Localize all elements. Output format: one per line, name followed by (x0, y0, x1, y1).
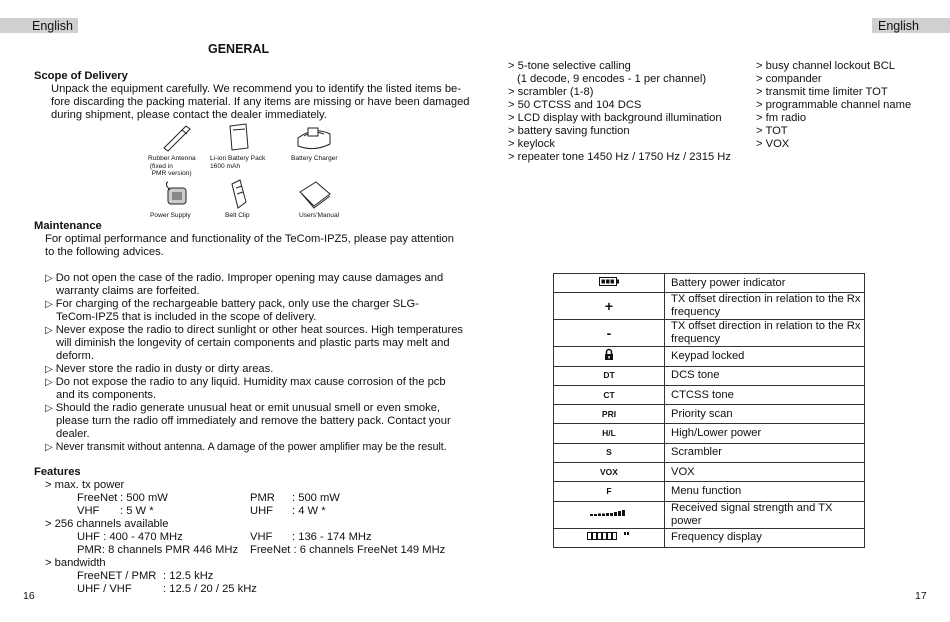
bullet-cont: will diminish the longevity of certain components and plastic parts may melt and (56, 337, 450, 349)
triangle-bullet-icon: ▷ (45, 442, 53, 453)
segment-display-icon (587, 531, 631, 541)
page-number-left: 16 (23, 590, 35, 602)
scope-heading: Scope of Delivery (34, 70, 128, 82)
bullet-item: ▷ Never expose the radio to direct sunlight or other heat sources. High temperatures (45, 324, 464, 336)
bullet-item: ▷ For charging of the rechargeable battery pack, only use the charger SLG- (45, 298, 419, 310)
hl-icon: H/L (554, 424, 665, 443)
item-caption-antenna: Rubber Antenna (fixed in PMR version) (148, 155, 196, 177)
table-row (554, 385, 865, 404)
feature-right: > scrambler (1-8) (508, 86, 594, 98)
scope-line: Unpack the equipment carefully. We recommend you to identify the listed items be- (51, 83, 461, 95)
bullet-cont: please turn the radio off immediately and remove the battery pack. Contact your (56, 415, 451, 427)
table-row (554, 528, 865, 547)
feature-right: > battery saving function (508, 125, 630, 137)
bullet-item: ▷ Should the radio generate unusual heat or emit unusual smell or even smoke, (45, 402, 441, 414)
ct-icon: CT (554, 385, 665, 404)
table-row (554, 443, 865, 462)
item-caption-belt-clip: Belt Clip (225, 212, 250, 219)
feature-label: VHF (77, 505, 100, 517)
table-cell-text: Scrambler (665, 443, 865, 462)
feature-freenet-channels: FreeNet : 6 channels FreeNet 149 MHz (250, 544, 446, 556)
table-cell-text: VOX (665, 463, 865, 482)
feature-right-col2: > busy channel lockout BCL (756, 60, 895, 72)
triangle-bullet-icon: ▷ (45, 377, 53, 388)
lock-icon (604, 348, 614, 360)
feature-value: : 5 W * (120, 505, 154, 517)
s-icon: S (554, 443, 665, 462)
feature-tx-power: > max. tx power (45, 479, 125, 491)
feature-right: > keylock (508, 138, 555, 150)
feature-right-col2: > transmit time limiter TOT (756, 86, 888, 98)
feature-value: : 12.5 / 20 / 25 kHz (163, 583, 257, 595)
minus-icon: - (554, 320, 665, 347)
table-cell-text: High/Lower power (665, 424, 865, 443)
feature-pmr-channels: PMR: 8 channels PMR 446 MHz (77, 544, 239, 556)
feature-value: : 4 W * (292, 505, 326, 517)
feature-label: UHF (250, 505, 273, 517)
table-row (554, 482, 865, 501)
feature-right-col2: > programmable channel name (756, 99, 912, 111)
table-row (554, 274, 865, 293)
table-cell-text: CTCSS tone (665, 385, 865, 404)
battery-pack-icon (222, 122, 252, 152)
dt-icon: DT (554, 366, 665, 385)
triangle-bullet-icon: ▷ (45, 325, 53, 336)
feature-value: : 12.5 kHz (163, 570, 214, 582)
feature-right: > 5-tone selective calling (508, 60, 631, 72)
table-row (554, 463, 865, 482)
feature-value: : 136 - 174 MHz (292, 531, 372, 543)
feature-label: VHF (250, 531, 273, 543)
bullet-item: ▷ Never transmit without antenna. A damage of the power amplifier may be the result. (45, 441, 447, 453)
feature-value: : 500 mW (292, 492, 340, 504)
bullet-cont: and its components. (56, 389, 157, 401)
feature-label: UHF / VHF (77, 583, 132, 595)
feature-bandwidth: > bandwidth (45, 557, 106, 569)
table-cell-text: Priority scan (665, 405, 865, 424)
table-row (554, 366, 865, 385)
table-row (554, 320, 865, 347)
maintenance-line: For optimal performance and functionality of the TeCom-IPZ5, please pay attention (45, 233, 454, 245)
bullet-cont: deform. (56, 350, 94, 362)
feature-label: FreeNet (77, 492, 118, 504)
table-cell-text: Battery power indicator (665, 274, 865, 293)
signal-bars-icon (590, 509, 628, 517)
display-icons-table (553, 273, 865, 548)
item-caption-charger: Battery Charger (291, 155, 338, 162)
feature-label: FreeNET / PMR (77, 570, 157, 582)
bullet-item: ▷ Do not open the case of the radio. Improper opening may cause damages and (45, 272, 444, 284)
item-caption-battery: Li-ion Battery Pack 1600 mAh (210, 155, 266, 170)
feature-channels: > 256 channels available (45, 518, 169, 530)
battery-icon (599, 277, 619, 286)
feature-right-col2: > fm radio (756, 112, 807, 124)
item-caption-manual: Users'Manual (299, 212, 340, 219)
item-caption-power-supply: Power Supply (150, 212, 191, 219)
feature-uhf-range: UHF : 400 - 470 MHz (77, 531, 183, 543)
feature-label: PMR (250, 492, 275, 504)
lang-label-left: English (32, 19, 73, 33)
table-cell-text: Frequency display (665, 528, 865, 547)
power-supply-icon (162, 180, 192, 210)
table-cell-text: TX offset direction in relation to the Rx frequency (665, 320, 865, 347)
feature-right: > 50 CTCSS and 104 DCS (508, 99, 642, 111)
scope-line: fore discarding the packing material. If any items are missing or have been damaged (51, 96, 470, 108)
antenna-icon (160, 122, 192, 152)
bullet-cont: dealer. (56, 428, 90, 440)
feature-right: > LCD display with background illumination (508, 112, 722, 124)
bullet-cont: TeCom-IPZ5 that is included in the scope of delivery. (56, 311, 317, 323)
table-row (554, 293, 865, 320)
table-cell-text: Menu function (665, 482, 865, 501)
maintenance-line: to the following advices. (45, 246, 164, 258)
feature-right-col2: > compander (756, 73, 822, 85)
triangle-bullet-icon: ▷ (45, 364, 53, 375)
table-cell-text: Keypad locked (665, 347, 865, 366)
maintenance-heading: Maintenance (34, 220, 102, 232)
feature-right: > repeater tone 1450 Hz / 1750 Hz / 2315 Hz (508, 151, 731, 163)
triangle-bullet-icon: ▷ (45, 299, 53, 310)
features-heading: Features (34, 466, 81, 478)
triangle-bullet-icon: ▷ (45, 403, 53, 414)
lang-label-right: English (878, 19, 919, 33)
feature-right-col2: > TOT (756, 125, 788, 137)
table-row (554, 347, 865, 366)
manual-icon (296, 178, 332, 210)
table-cell-text: TX offset direction in relation to the Rx frequency (665, 293, 865, 320)
plus-icon: + (554, 293, 665, 320)
page-number-right: 17 (915, 590, 927, 602)
f-icon: F (554, 482, 665, 501)
feature-value: : 500 mW (120, 492, 168, 504)
triangle-bullet-icon: ▷ (45, 273, 53, 284)
bullet-item: ▷ Never store the radio in dusty or dirty areas. (45, 363, 274, 375)
table-cell-text: Received signal strength and TX power (665, 501, 865, 528)
table-row (554, 424, 865, 443)
feature-right: (1 decode, 9 encodes - 1 per channel) (517, 73, 707, 85)
table-cell-text: DCS tone (665, 366, 865, 385)
vox-icon: VOX (554, 463, 665, 482)
scope-line: during shipment, please contact the dealer immediately. (51, 109, 327, 121)
bullet-item: ▷ Do not expose the radio to any liquid. Humidity max cause corrosion of the pcb (45, 376, 446, 388)
table-row (554, 405, 865, 424)
bullet-cont: warranty claims are forfeited. (56, 285, 200, 297)
feature-right-col2: > VOX (756, 138, 790, 150)
pri-icon: PRI (554, 405, 665, 424)
charger-icon (294, 122, 334, 152)
table-row (554, 501, 865, 528)
belt-clip-icon (226, 178, 250, 210)
page-title: GENERAL (208, 42, 270, 56)
